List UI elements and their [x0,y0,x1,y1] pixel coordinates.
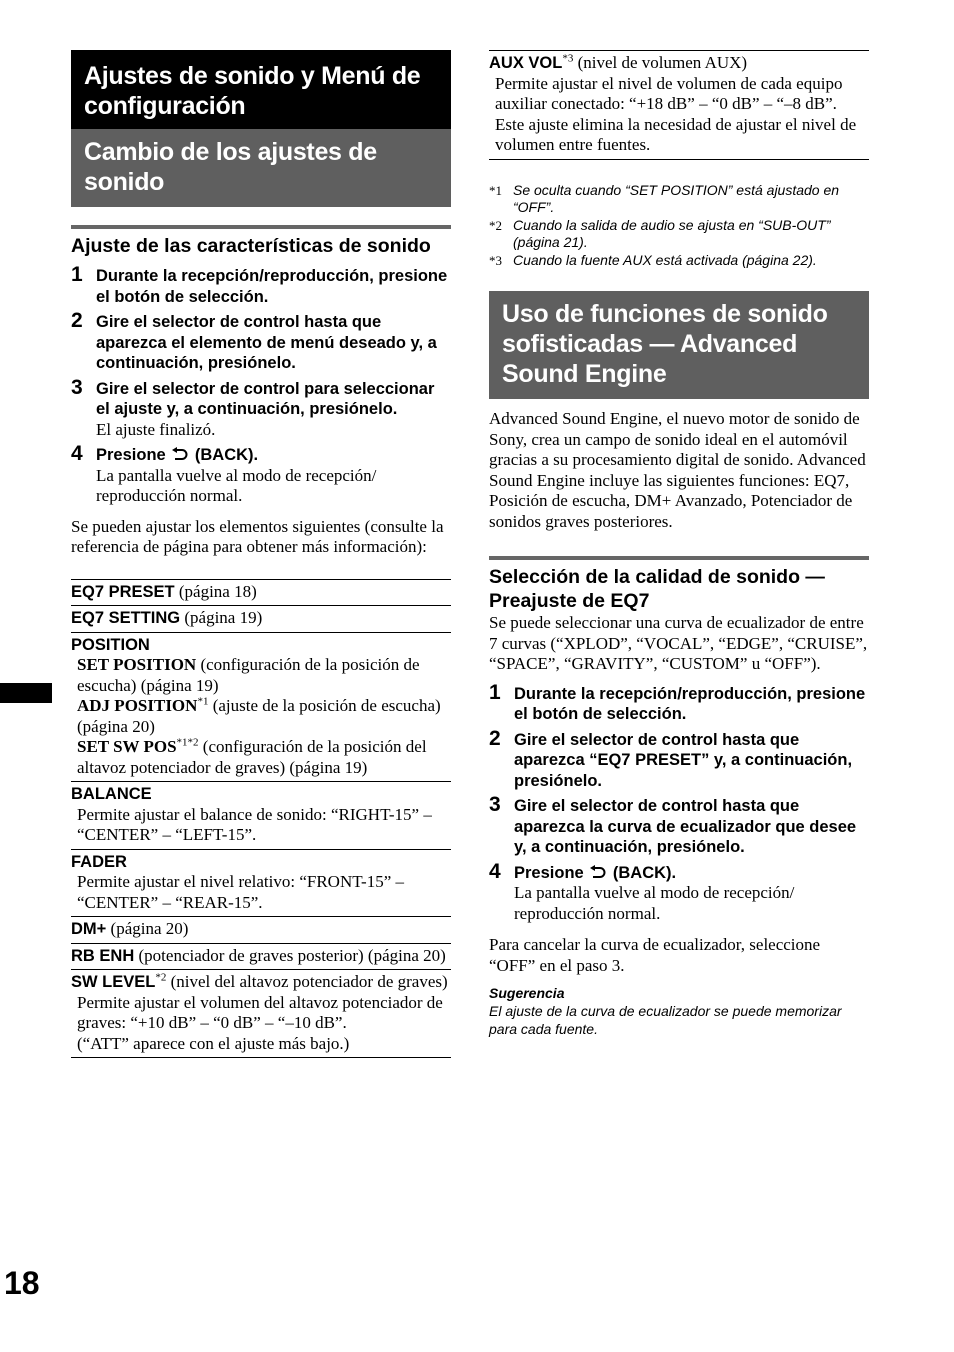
item-title: FADER [71,852,127,871]
item-title: POSITION [71,635,150,654]
sub-item-adj-position [71,696,451,737]
step-2 [489,726,869,792]
footnote-mark: *2 [489,217,502,233]
item-desc: Permite ajustar el balance de sonido: “RIGHT-15” – “CENTER” – “LEFT-15”. [77,804,432,844]
table-row-position [71,633,451,783]
settings-table-continued [489,50,869,160]
item-title: SW LEVEL [71,973,156,991]
item-ref: (página 20) [106,919,189,938]
step-result: La pantalla vuelve al modo de recepción/ reproducción normal. [514,883,795,923]
footnote-text: Cuando la salida de audio se ajusta en “SUB-OUT” (página 21). [513,216,831,250]
step-text-a: Presione [514,863,584,882]
table-row-aux-vol [489,51,869,160]
back-arrow-icon [170,447,190,461]
subsection-heading: Ajuste de las características de sonido [71,225,451,258]
item-ref: (potenciador de graves posterior) (página 20) [134,945,446,965]
cancel-note: Para cancelar la curva de ecualizador, seleccione “OFF” en el paso 3. [489,935,821,975]
step-text: Gire el selector de control hasta que aparezca el elemento de menú deseado y, a continuación, presiónelo. [96,313,437,372]
table-row-eq7-preset [71,580,451,607]
sub-item-desc: (ajuste de la posición de escucha) (página 20) [77,696,441,736]
settings-intro: Se pueden ajustar los elementos siguientes (consulte la referencia de página para obtener más información): [71,516,444,556]
step-text-a: Presione [96,446,166,464]
footnote-text: Se oculta cuando “SET POSITION” está ajustado en “OFF”. [513,181,840,215]
section-header-change-settings [71,129,451,207]
step-result: La pantalla vuelve al modo de recepción/ reproducción normal. [96,465,377,505]
item-note: (“ATT” aparece con el ajuste más bajo.) [77,1033,350,1053]
eq7-intro: Se puede seleccionar una curva de ecualizador de entre 7 curvas (“XPLOD”, “VOCAL”, “EDGE”, “CRUISE”, “SPACE”, “GRAVITY”, “CUSTOM” u “OFF”). [489,613,868,673]
section-header-line: configuración [84,92,246,120]
table-row-balance [71,782,451,850]
section-header-line: sofisticadas — Advanced [502,330,798,358]
advanced-intro: Advanced Sound Engine, el nuevo motor de sonido de Sony, crea un campo de sonido ideal en el automóvil gracias a su procesamiento digital de sonido. Advanced Sound Engine incluye las siguientes funciones: EQ7, Posición de escucha, DM+ Avanzado, Potenciador de sonidos graves posteriores. [489,409,866,531]
step-text: Durante la recepción/reproducción, presione el botón de selección. [514,684,866,723]
section-header-line: Cambio de los ajustes de [84,138,377,166]
section-header-line: Uso de funciones de sonido [502,300,828,328]
settings-table [71,579,451,1059]
item-title: RB ENH [71,946,135,965]
step-4 [71,442,451,507]
step-number: 3 [71,375,83,399]
step-number: 2 [71,309,83,332]
sub-item-set-sw-pos [71,737,451,778]
tip-title: Sugerencia [489,985,565,1001]
step-text: Gire el selector de control hasta que aparezca “EQ7 PRESET” y, a continuación, presiónelo. [514,730,853,790]
step-text-b: (BACK). [612,863,677,882]
table-row-eq7-setting [71,606,451,633]
step-number: 4 [71,442,83,465]
item-note: Este ajuste elimina la necesidad de ajustar el nivel de volumen entre fuentes. [495,114,857,154]
sub-item-title: ADJ POSITION [77,696,198,715]
item-desc: Permite ajustar el nivel relativo: “FRONT-15” – “CENTER” – “REAR-15”. [77,872,405,912]
step-text [514,863,869,884]
right-column [489,50,869,1038]
section-header-advanced-sound [489,291,869,399]
footnote-mark: *1 [489,182,502,198]
table-row-dm [71,917,451,944]
step-text [96,445,451,466]
subsection-heading: Selección de la calidad de sonido — Preajuste de EQ7 [489,556,869,613]
footnotes [489,182,869,270]
item-ref: (nivel de volumen AUX) [573,53,748,72]
section-tab-marker [0,683,52,703]
footnote-ref: *2 [155,971,167,984]
item-title: BALANCE [71,785,152,803]
tip-text: El ajuste de la curva de ecualizador se puede memorizar para cada fuente. [489,1003,842,1037]
footnote-3 [489,252,869,270]
footnote-ref: *1 [197,695,209,708]
section-header-line: Sound Engine [502,360,667,388]
item-ref: (página 18) [174,581,257,601]
step-1 [71,263,451,307]
footnote-ref: *1*2 [176,736,199,749]
item-desc: Permite ajustar el volumen del altavoz potenciador de graves: “+10 dB” – “0 dB” – “–10 dB”. [77,992,443,1032]
step-2 [71,309,451,374]
footnote-ref: *3 [562,52,574,65]
step-number: 2 [489,726,501,750]
sub-item-desc: (configuración de la posición del altavoz potenciador de graves) (página 19) [77,737,427,777]
page-number: 18 [4,1265,40,1301]
sub-item-title: SET SW POS [77,737,177,756]
step-1 [489,680,869,725]
table-row-sw-level [71,970,451,1058]
footnote-text: Cuando la fuente AUX está activada (página 22). [513,251,817,268]
step-4 [489,859,869,925]
back-arrow-icon [588,865,608,879]
table-row-rb-enh [71,944,451,971]
step-number: 1 [489,680,501,704]
step-result: El ajuste finalizó. [96,419,216,439]
sub-item-desc: (configuración de la posición de escucha) (página 19) [77,655,420,695]
footnote-mark: *3 [489,252,502,268]
step-text: Gire el selector de control para seleccionar el ajuste y, a continuación, presiónelo. [96,379,435,418]
item-title: EQ7 SETTING [71,609,181,627]
section-header-line: sonido [84,168,165,196]
step-number: 4 [489,859,501,883]
section-header-line: Ajustes de sonido y Menú de [84,62,421,90]
step-text: Gire el selector de control hasta que aparezca la curva de ecualizador que desee y, a continuación, presiónelo. [514,797,857,856]
item-title: AUX VOL [489,54,563,72]
item-title: DM+ [71,920,107,938]
step-number: 1 [71,263,83,286]
step-3 [71,375,451,441]
item-title: EQ7 PRESET [71,582,175,601]
left-column [71,50,451,1058]
step-number: 3 [489,793,501,816]
step-3 [489,793,869,858]
step-text-b: (BACK). [194,446,259,464]
footnote-1 [489,182,869,217]
section-header-sound-menu [71,50,451,129]
item-ref: (nivel del altavoz potenciador de graves) [166,972,448,991]
item-desc: Permite ajustar el nivel de volumen de cada equipo auxiliar conectado: “+18 dB” – “0 dB” – “–8 dB”. [495,73,843,113]
sub-item-title: SET POSITION [77,655,197,674]
sub-item-set-position [71,655,451,696]
step-text: Durante la recepción/reproducción, presione el botón de selección. [96,267,448,306]
table-row-fader [71,850,451,918]
footnote-2 [489,217,869,252]
item-ref: (página 19) [180,608,263,627]
